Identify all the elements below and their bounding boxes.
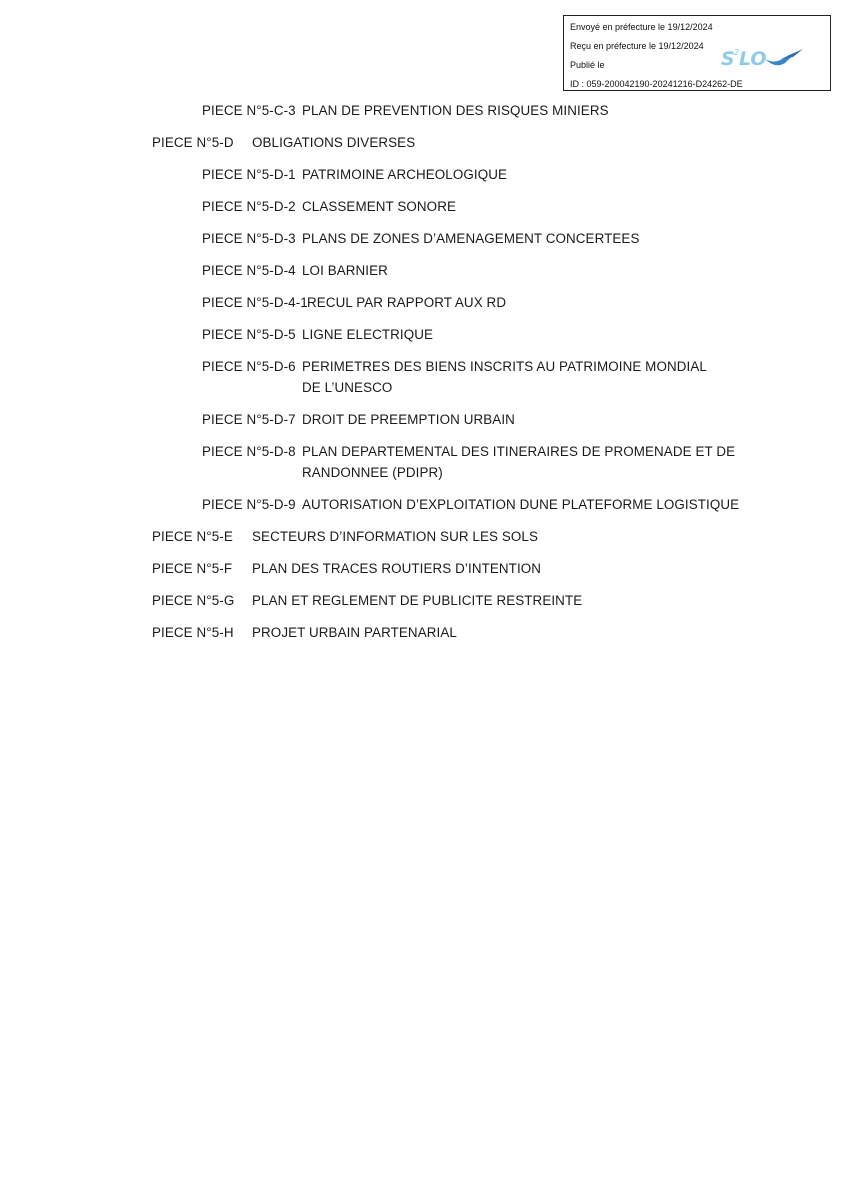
entry-title: OBLIGATIONS DIVERSES bbox=[252, 135, 416, 150]
entry-title: SECTEURS D’INFORMATION SUR LES SOLS bbox=[252, 529, 538, 544]
stamp-sent: Envoyé en préfecture le 19/12/2024 bbox=[570, 22, 713, 32]
entry-title-continued: DE L’UNESCO bbox=[302, 380, 393, 395]
entry-code: PIECE N°5-C-3 bbox=[202, 103, 296, 118]
entry-code: PIECE N°5-E bbox=[152, 529, 233, 544]
entry-code: PIECE N°5-D-1 bbox=[202, 167, 296, 182]
entry-title-continued: RANDONNEE (PDIPR) bbox=[302, 465, 443, 480]
svg-text:S: S bbox=[721, 48, 735, 70]
entry-title: DROIT DE PREEMPTION URBAIN bbox=[302, 412, 515, 427]
stamp-id: ID : 059-200042190-20241216-D24262-DE bbox=[570, 79, 743, 89]
entry-code: PIECE N°5-D-9 bbox=[202, 497, 296, 512]
entry-code: PIECE N°5-D-6 bbox=[202, 359, 296, 374]
entry-title: CLASSEMENT SONORE bbox=[302, 199, 456, 214]
prefecture-stamp bbox=[563, 15, 831, 91]
entry-code: PIECE N°5-D-7 bbox=[202, 412, 296, 427]
entry-code: PIECE N°5-D-3 bbox=[202, 231, 296, 246]
entry-title: PERIMETRES DES BIENS INSCRITS AU PATRIMOINE MONDIAL bbox=[302, 359, 707, 374]
entry-code: PIECE N°5-G bbox=[152, 593, 235, 608]
entry-code: PIECE N°5-D-5 bbox=[202, 327, 296, 342]
entry-title: LOI BARNIER bbox=[302, 263, 388, 278]
stamp-published: Publié le bbox=[570, 60, 605, 70]
entry-title: PATRIMOINE ARCHEOLOGIQUE bbox=[302, 167, 508, 182]
entry-title: PLAN DE PREVENTION DES RISQUES MINIERS bbox=[302, 103, 609, 118]
svg-text:2: 2 bbox=[734, 48, 740, 57]
entry-code: PIECE N°5-D-8 bbox=[202, 444, 296, 459]
entry-code: PIECE N°5-H bbox=[152, 625, 234, 640]
entry-title: PLANS DE ZONES D’AMENAGEMENT CONCERTEES bbox=[302, 231, 640, 246]
entry-title: LIGNE ELECTRIQUE bbox=[302, 327, 434, 342]
entry-code: PIECE N°5-D-4 bbox=[202, 263, 296, 278]
entry-code: PIECE N°5-D-2 bbox=[202, 199, 296, 214]
entry-title: RECUL PAR RAPPORT AUX RD bbox=[307, 295, 507, 310]
s2lo-logo-icon bbox=[719, 43, 809, 73]
entry-code: PIECE N°5-D bbox=[152, 135, 234, 150]
entry-title: PROJET URBAIN PARTENARIAL bbox=[252, 625, 457, 640]
entry-title: AUTORISATION D’EXPLOITATION DUNE PLATEFORME LOGISTIQUE bbox=[302, 497, 740, 512]
entry-title: PLAN DES TRACES ROUTIERS D’INTENTION bbox=[252, 561, 542, 576]
entry-title: PLAN DEPARTEMENTAL DES ITINERAIRES DE PROMENADE ET DE bbox=[302, 444, 736, 459]
entry-code: PIECE N°5-D-4-1 bbox=[202, 295, 308, 310]
stamp-received: Reçu en préfecture le 19/12/2024 bbox=[570, 41, 704, 51]
svg-text:LO: LO bbox=[739, 48, 767, 70]
entry-code: PIECE N°5-F bbox=[152, 561, 233, 576]
entry-title: PLAN ET REGLEMENT DE PUBLICITE RESTREINTE bbox=[252, 593, 583, 608]
